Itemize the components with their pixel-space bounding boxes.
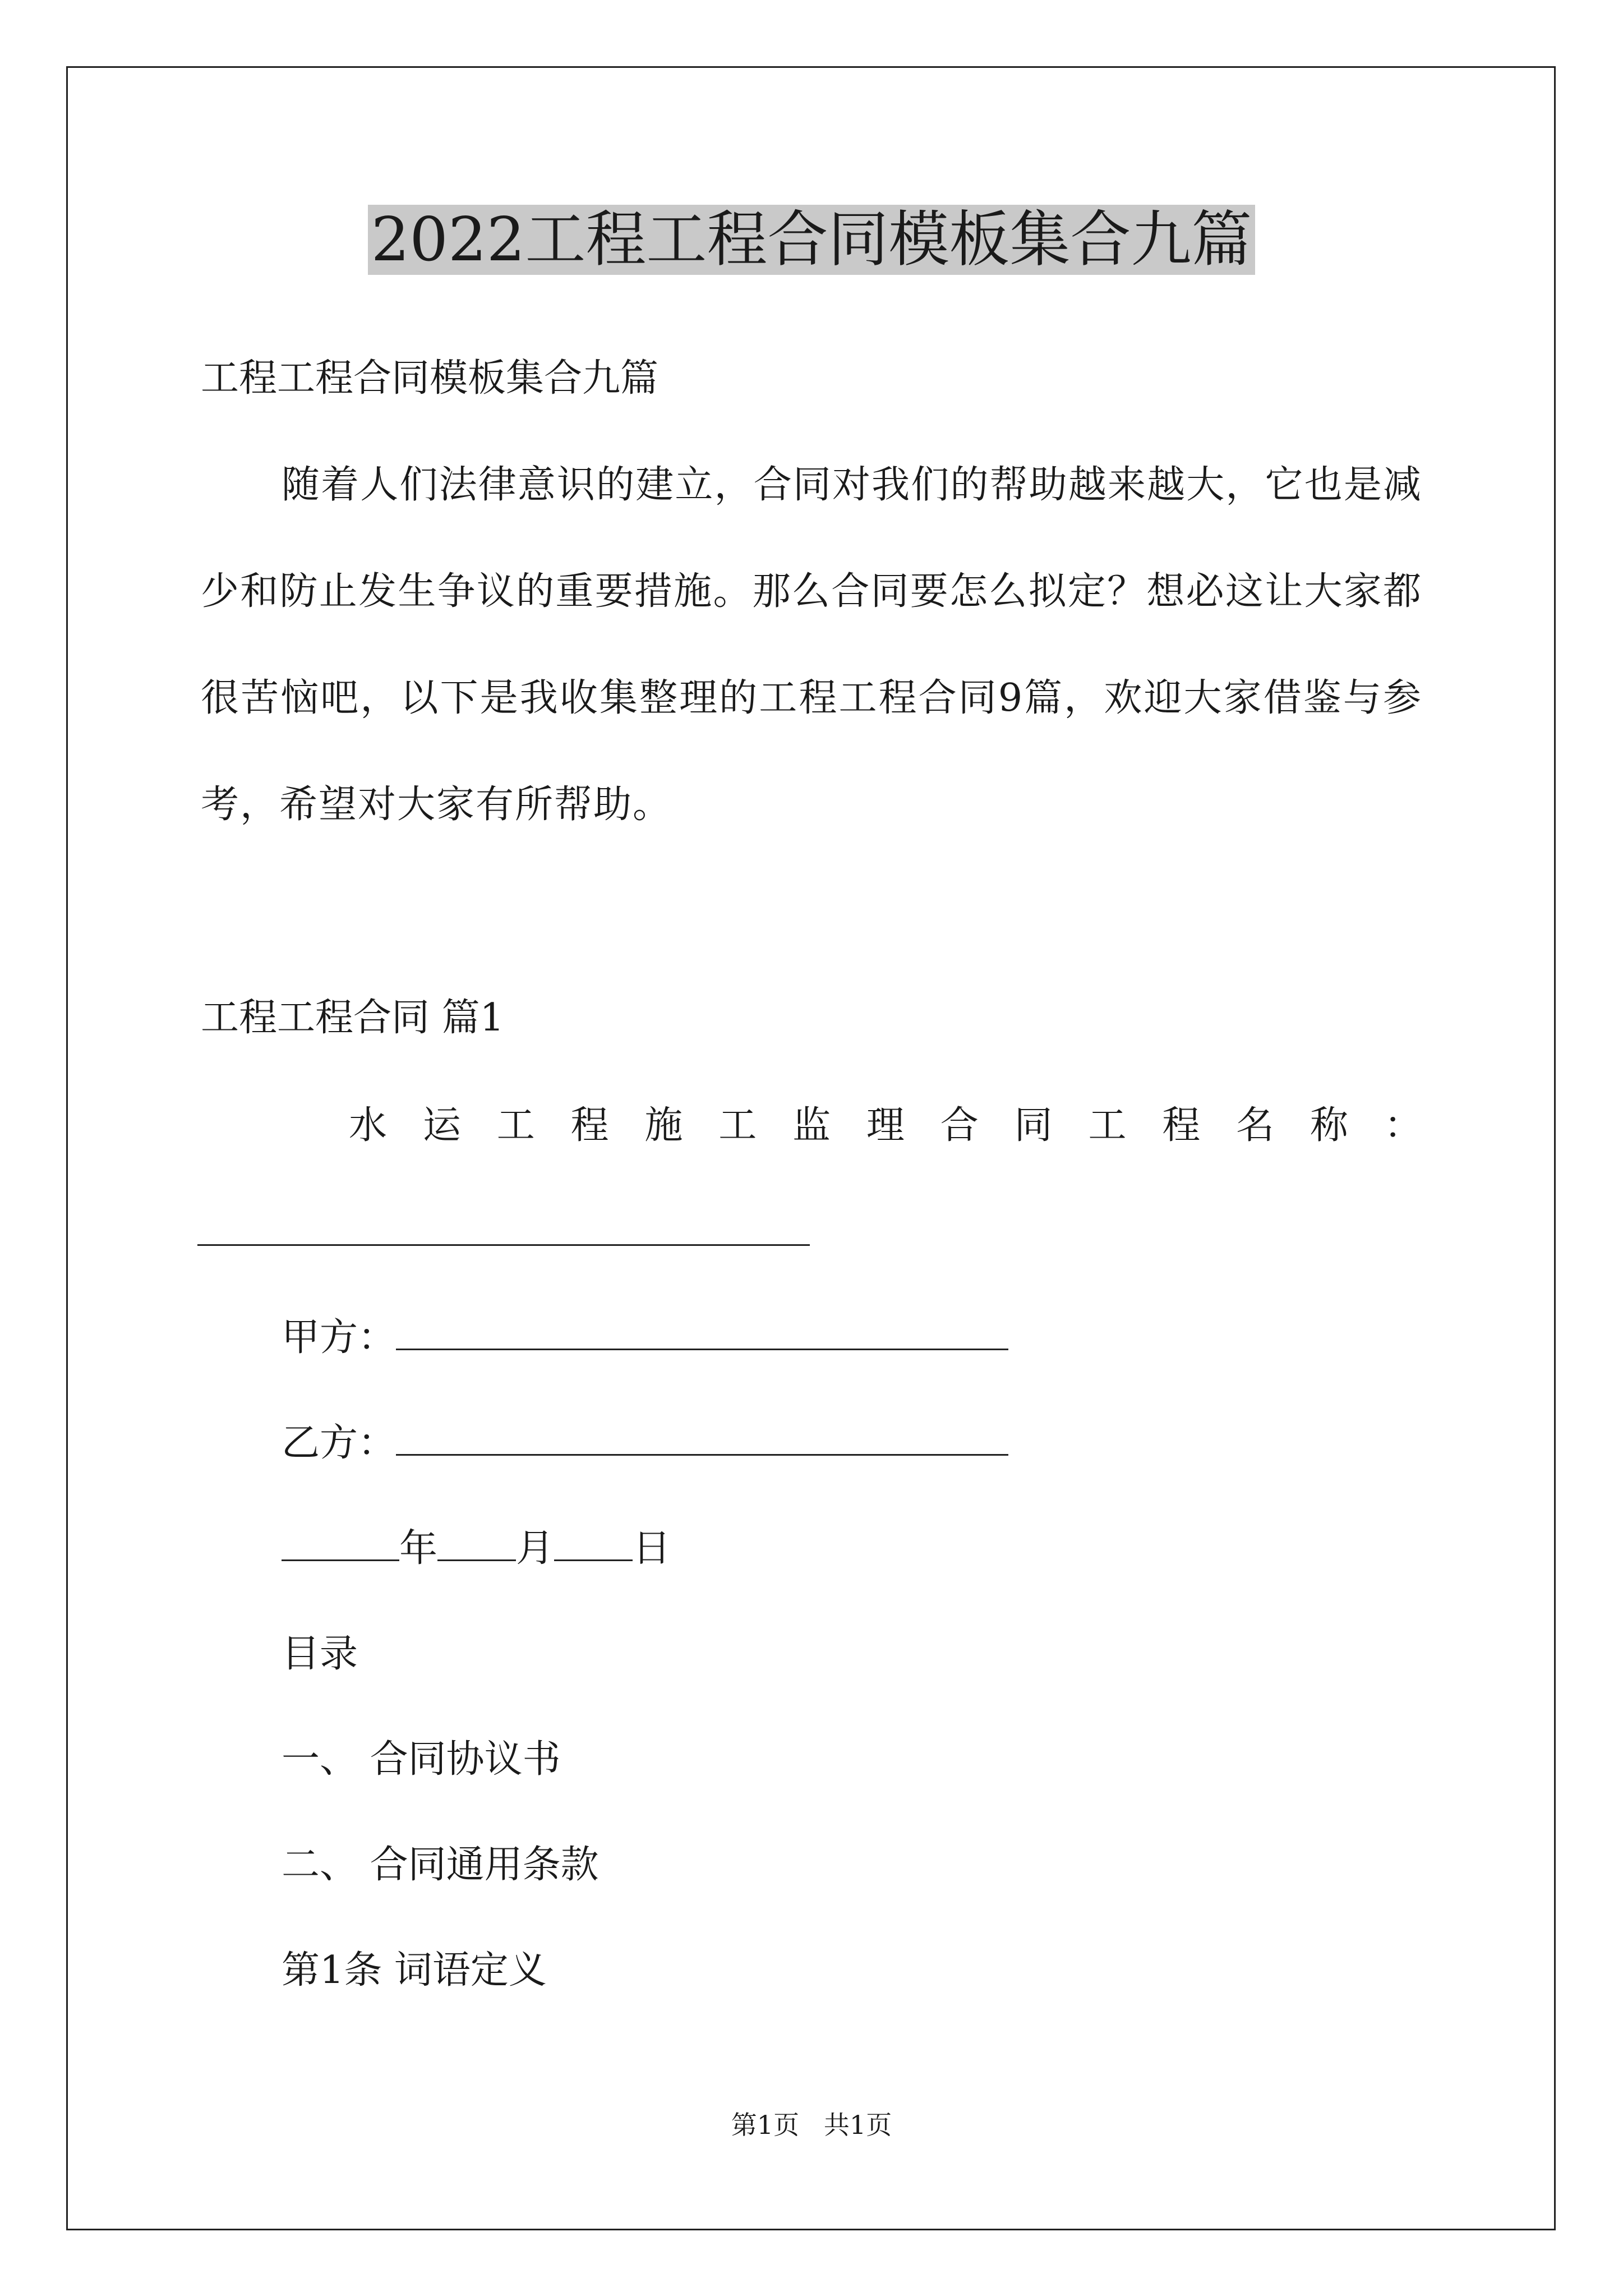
party-a-label: 甲方： — [282, 1315, 396, 1360]
party-b-blank — [396, 1419, 1008, 1456]
contract-name-line — [349, 1101, 1422, 1151]
party-b-line — [282, 1418, 1008, 1469]
contract-name-char: 同 — [1014, 1103, 1053, 1148]
document-title: 2022工程工程合同模板集合九篇 — [0, 201, 1623, 279]
contract-name-char: 合 — [940, 1103, 979, 1148]
year-blank — [282, 1525, 399, 1561]
document-subtitle: 工程工程合同模板集合九篇 — [201, 356, 659, 401]
contract-name-char: 程 — [1162, 1103, 1201, 1148]
contract-name-char: 程 — [570, 1103, 609, 1148]
contract-name-char: 水 — [349, 1103, 388, 1148]
party-b-label: 乙方： — [282, 1421, 396, 1465]
contract-name-char: 工 — [1088, 1103, 1127, 1148]
day-label: 日 — [633, 1526, 671, 1571]
toc-heading: 目录 — [282, 1632, 358, 1676]
section-heading: 工程工程合同 篇1 — [201, 996, 504, 1040]
contract-name-char: 称 — [1310, 1103, 1348, 1148]
toc-item: 二、 合同通用条款 — [282, 1843, 599, 1887]
page-footer: 第1页 共1页 — [731, 2110, 892, 2140]
contract-name-char: 工 — [496, 1103, 535, 1148]
contract-name-blank — [197, 1244, 810, 1246]
contract-name-char: 工 — [718, 1103, 757, 1148]
toc-item: 一、 合同协议书 — [282, 1737, 561, 1782]
contract-name-char: 名 — [1236, 1103, 1275, 1148]
month-blank — [437, 1525, 516, 1561]
contract-name-char: 监 — [792, 1103, 831, 1148]
year-label: 年 — [399, 1526, 438, 1571]
party-a-blank — [396, 1314, 1008, 1350]
contract-name-char: 理 — [866, 1103, 905, 1148]
party-a-line — [282, 1313, 1008, 1363]
month-label: 月 — [516, 1526, 555, 1571]
contract-name-char: ： — [1384, 1103, 1422, 1148]
toc-item: 第1条 词语定义 — [282, 1948, 547, 1993]
contract-name-char: 施 — [644, 1103, 683, 1148]
date-line — [282, 1524, 671, 1574]
contract-name-char: 运 — [422, 1103, 461, 1148]
intro-paragraph: 随着人们法律意识的建立，合同对我们的帮助越来越大，它也是减少和防止发生争议的重要措施。那么合同要怎么拟定？想必这让大家都很苦恼吧，以下是我收集整理的工程工程合同9篇，欢迎大家借鉴与参考，希望对大家有所帮助。 — [201, 463, 1422, 827]
day-blank — [554, 1525, 633, 1561]
